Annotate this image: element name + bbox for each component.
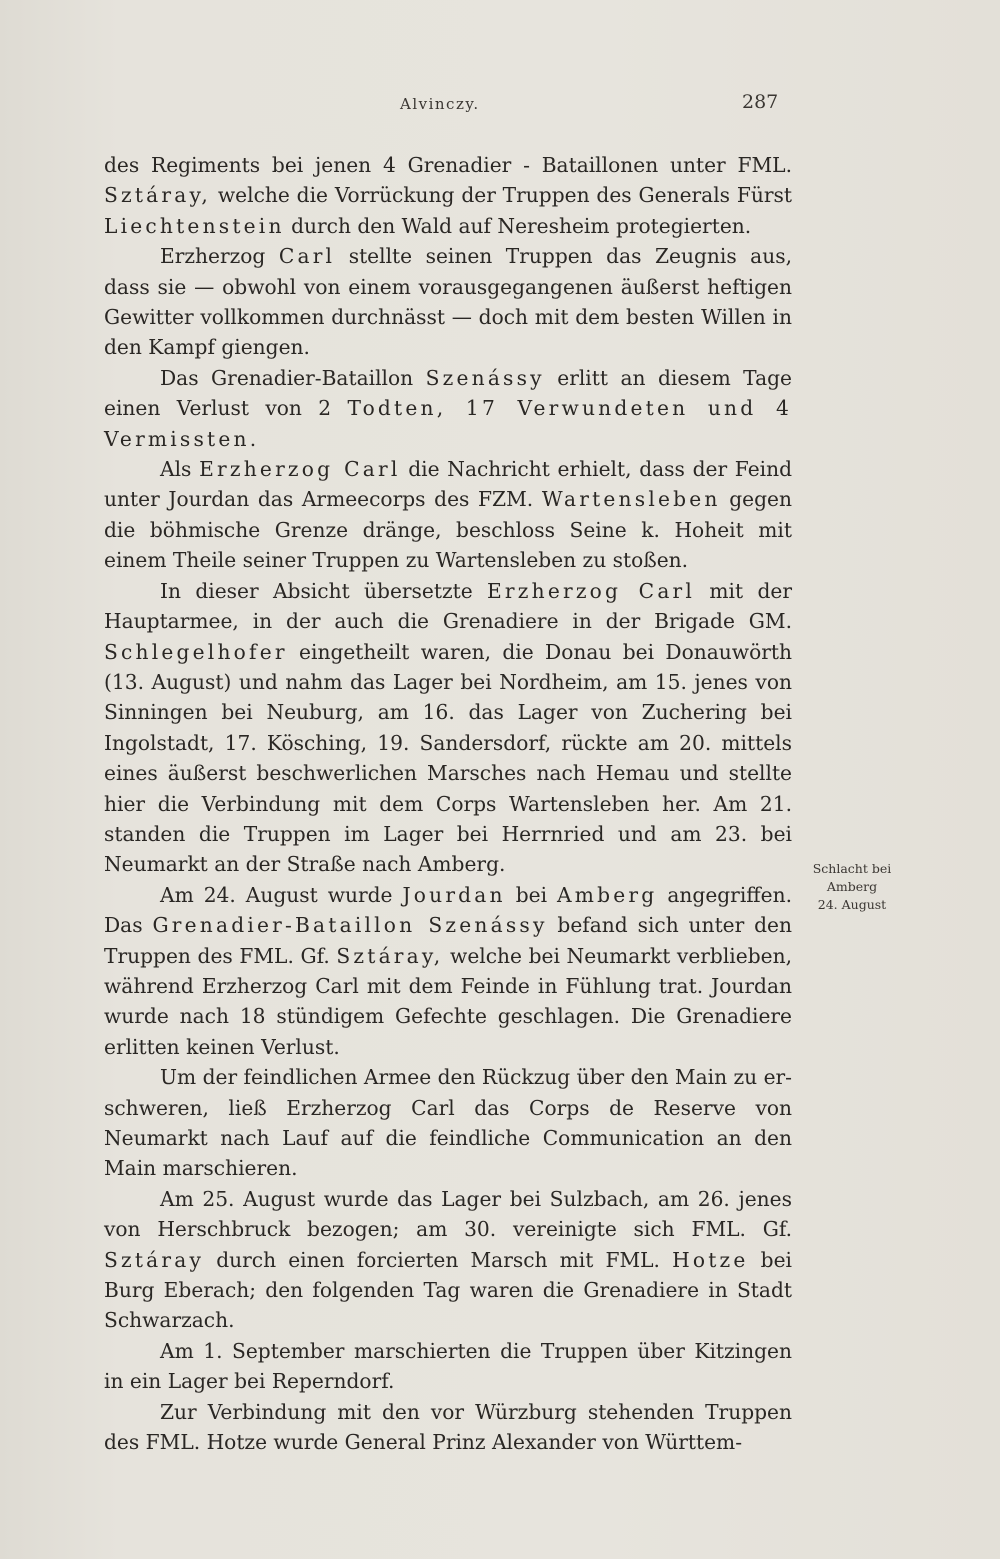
paragraph: [104, 1062, 792, 1184]
running-title: Alvinczy.: [400, 95, 480, 113]
spaced-name: Carl: [278, 244, 336, 269]
margin-note-line: Amberg: [826, 879, 878, 894]
text-run: welche bei Neumarkt verblieben, während Erzherzog Carl mit dem Feinde in Fühlung trat. Jourdan wurde nach 18 stündigem Gefechte geschlagen. Die Grenadiere erlitten keinen Verlust.: [104, 943, 793, 1059]
text-run: bei Burg Eberach; den folgenden Tag waren die Grenadiere in Stadt Schwarzach.: [104, 1247, 792, 1333]
margin-note: [806, 860, 898, 914]
spaced-name: Erzherzog Carl: [199, 457, 401, 482]
text-run: befand sich unter den Truppen des FML. Gf.: [104, 913, 792, 968]
text-run: eingetheilt waren, die Donau bei Donauwörth (13. August) und nahm das Lager bei Nordheim, am 15. jenes von Sinningen bei Neuburg, am 16. das Lager von Zuchering bei Ingolstadt, 17. Kösching, 19. Sandersdorf, rückte am 20. mittels eines äußerst beschwerlichen Marsches nach Hemau und stellte hier die Verbindung mit dem Corps Wartensleben her. Am 21. standen die Truppen im Lager bei Herrnried und am 23. bei Neumarkt an der Straße nach Amberg.: [104, 639, 792, 877]
text-run: Das Grenadier-Bataillon: [160, 365, 426, 390]
body-text: [104, 150, 792, 1457]
spaced-name: Todten, 17 Verwundeten und 4 Vermissten.: [104, 396, 792, 451]
text-run: durch den Wald auf Neresheim protegierten.: [284, 213, 752, 238]
paragraph: [104, 454, 792, 576]
spaced-name: Sztáray: [104, 1247, 205, 1272]
paragraph: [104, 1336, 792, 1397]
text-run: angegriffen. Das: [104, 882, 793, 938]
text-run: Zur Verbindung mit den vor Würzburg stehenden Truppen des FML. Hotze wurde General Prinz Alexander von Württem-: [104, 1399, 792, 1455]
page-number: 287: [742, 91, 779, 113]
text-run: durch einen forcierten Marsch mit FML.: [204, 1247, 673, 1272]
spaced-name: Schlegelhofer: [104, 639, 288, 664]
spaced-name: Erzherzog Carl: [487, 578, 696, 603]
paragraph: [104, 150, 792, 241]
text-run: bei: [505, 882, 558, 907]
text-run: In dieser Absicht übersetzte: [160, 578, 487, 603]
paragraph: [104, 1397, 792, 1458]
spaced-name: Hotze: [672, 1247, 749, 1272]
spaced-name: Wartensleben: [541, 487, 721, 512]
running-head: [0, 91, 1000, 121]
paragraph: [104, 880, 792, 1062]
spaced-name: Jourdan: [402, 882, 506, 907]
margin-note-line: 24. August: [817, 897, 887, 912]
spaced-name: Grenadier-Bataillon Szenássy: [152, 913, 548, 938]
paragraph: [104, 241, 792, 363]
text-run: gegen die böhmische Grenze dränge, beschloss Seine k. Hoheit mit einem Theile seiner Truppen zu Wartensleben zu stoßen.: [104, 487, 792, 573]
paragraph: [104, 363, 792, 454]
paragraph: [104, 576, 792, 880]
text-run: Am 1. September marschierten die Truppen über Kitzingen in ein Lager bei Reperndorf.: [104, 1338, 792, 1394]
text-run: Am 24. August wurde: [160, 882, 403, 907]
text-run: erlitt an diesem Tage einen Verlust von 2: [104, 365, 792, 421]
spaced-name: Amberg: [557, 882, 658, 907]
spaced-name: Sztáray,: [336, 943, 444, 968]
margin-note-line: Schlacht bei: [812, 861, 892, 876]
text-run: des Regiments bei jenen 4 Grenadier - Bataillonen unter FML.: [104, 153, 792, 177]
text-run: Am 25. August wurde das Lager bei Sulzbach, am 26. jenes von Herschbruck bezogen; am 30. vereinigte sich FML. Gf.: [104, 1186, 792, 1242]
text-run: Erzherzog: [160, 244, 279, 269]
text-run: Um der feindlichen Armee den Rückzug über den Main zu erschweren, ließ Erzherzog Carl das Corps de Reserve von Neumarkt nach Lauf auf die feindliche Communication an den Main marschieren.: [104, 1065, 792, 1181]
text-run: mit der Hauptarmee, in der auch die Grenadiere in der Brigade GM.: [104, 578, 792, 634]
spaced-name: Sztáray,: [104, 183, 212, 208]
spaced-name: Liechtenstein: [104, 213, 285, 238]
paragraph: [104, 1184, 792, 1336]
text-run: welche die Vorrückung der Truppen des Generals Fürst: [211, 183, 792, 208]
text-run: stellte seinen Truppen das Zeugnis aus, dass sie — obwohl von einem vorausgegangenen äußerst heftigen Gewitter vollkommen durchnässt — doch mit dem besten Willen in den Kampf giengen.: [104, 244, 792, 360]
text-run: die Nachricht erhielt, dass der Feind unter Jourdan das Armeecorps des FZM.: [104, 457, 793, 512]
spaced-name: Szenássy: [425, 365, 545, 390]
text-run: Als: [160, 457, 200, 482]
